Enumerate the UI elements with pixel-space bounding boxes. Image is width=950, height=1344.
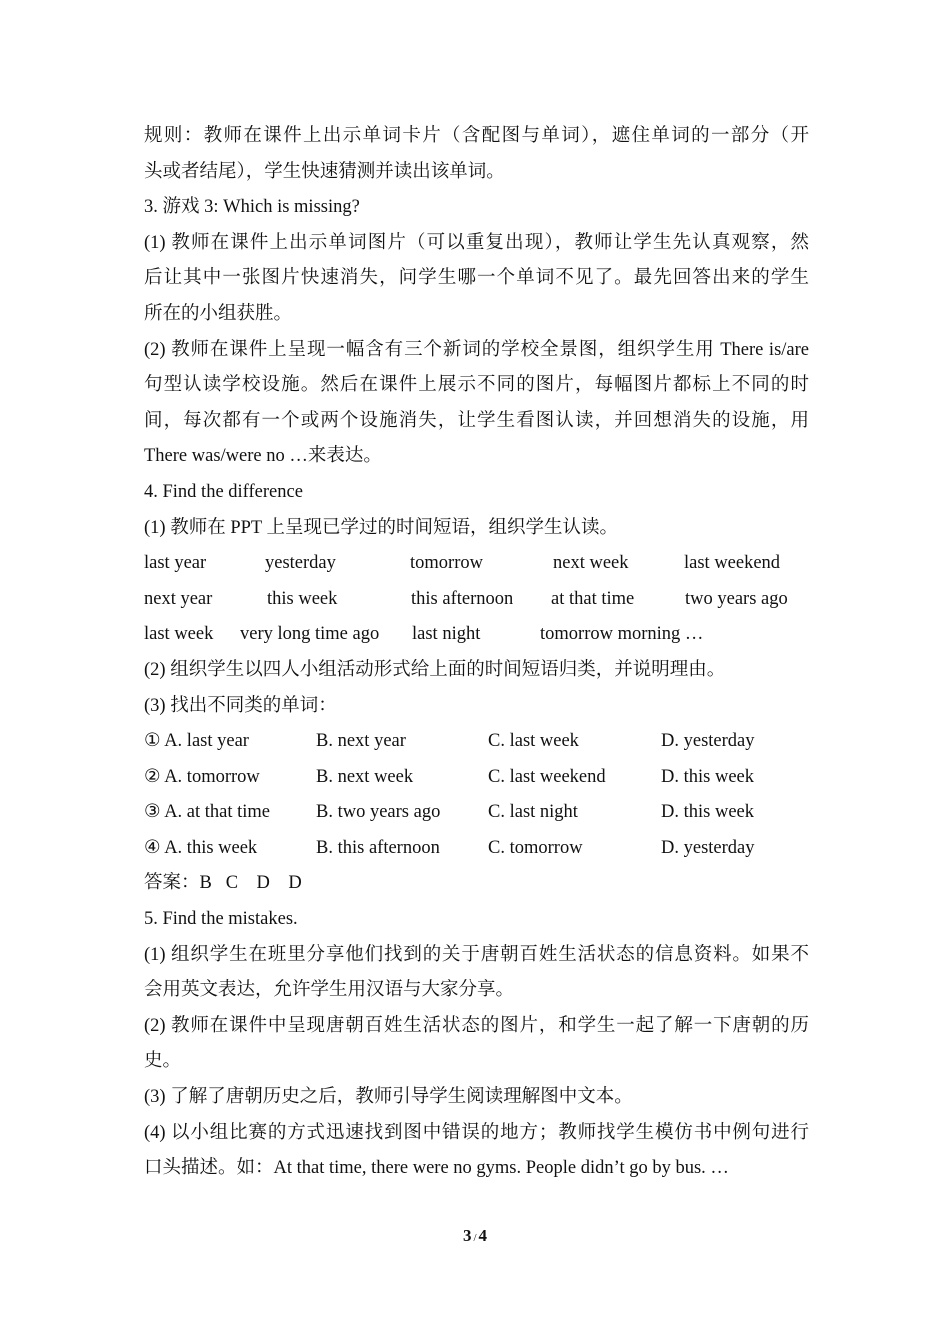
game3-step2-line-1: (2) 教师在课件上呈现一幅含有三个新词的学校全景图，组织学生用 There is/are xyxy=(144,339,809,360)
find-mistakes-heading: 5. Find the mistakes. xyxy=(144,909,298,930)
option-d: D. this week xyxy=(661,766,754,787)
time-phrase-row xyxy=(144,617,809,653)
game3-step1-line-3: 所在的小组获胜。 xyxy=(144,303,293,324)
time-phrase: last week xyxy=(144,624,214,645)
option-a: ② A. tomorrow xyxy=(144,766,260,787)
page-content xyxy=(144,119,809,1187)
game3-step2-line-2: 句型认读学校设施。然后在课件上展示不同的图片，每幅图片都标上不同的时 xyxy=(144,375,809,396)
question-row xyxy=(144,795,809,831)
find-mistakes-step4-line-2: 口头描述。如：At that time, there were no gyms. People didn’t go by bus. … xyxy=(144,1158,729,1179)
rules-line-2: 头或者结尾），学生快速猜测并读出该单词。 xyxy=(144,161,505,182)
find-mistakes-step2-line-1: (2) 教师在课件中呈现唐朝百姓生活状态的图片，和学生一起了解一下唐朝的历 xyxy=(144,1015,809,1036)
time-phrase: tomorrow xyxy=(410,553,483,574)
find-difference-step1: (1) 教师在 PPT 上呈现已学过的时间短语，组织学生认读。 xyxy=(144,517,618,538)
time-phrase: last year xyxy=(144,553,207,574)
game3-step2-line-3: 间，每次都有一个或两个设施消失，让学生看图认读，并回想消失的设施，用 xyxy=(144,410,809,431)
time-phrase: next week xyxy=(553,553,629,574)
option-a: ③ A. at that time xyxy=(144,802,271,823)
find-mistakes-step2-line-2: 史。 xyxy=(144,1051,182,1072)
find-mistakes-step3: (3) 了解了唐朝历史之后，教师引导学生阅读理解图中文本。 xyxy=(144,1087,633,1108)
time-phrase: last weekend xyxy=(684,553,781,574)
time-phrase-row xyxy=(144,582,809,618)
total-page-count: 4 xyxy=(478,1226,488,1245)
time-phrase: very long time ago xyxy=(240,624,380,645)
time-phrase: at that time xyxy=(551,588,635,609)
game3-step2-line-4: There was/were no …来表达。 xyxy=(144,446,382,467)
time-phrase: tomorrow morning … xyxy=(540,624,704,645)
rules-line-1: 规则：教师在课件上出示单词卡片（含配图与单词），遮住单词的一部分（开 xyxy=(144,126,809,146)
game3-step1-line-2: 后让其中一张图片快速消失，问学生哪一个单词不见了。最先回答出来的学生 xyxy=(144,268,809,289)
game3-step1-line-1: (1) 教师在课件上出示单词图片（可以重复出现），教师让学生先认真观察，然 xyxy=(144,232,809,253)
find-mistakes-step1-line-2: 会用英文表达，允许学生用汉语与大家分享。 xyxy=(144,980,515,1001)
time-phrase: two years ago xyxy=(685,588,788,609)
find-mistakes-step4-line-1: (4) 以小组比赛的方式迅速找到图中错误的地方；教师找学生模仿书中例句进行 xyxy=(144,1122,809,1143)
question-row xyxy=(144,831,809,867)
option-d: D. yesterday xyxy=(661,731,755,752)
option-d: D. this week xyxy=(661,802,754,823)
game3-heading: 3. 游戏 3: Which is missing? xyxy=(144,197,360,218)
find-difference-step3: (3) 找出不同类的单词： xyxy=(144,695,337,716)
find-difference-step2: (2) 组织学生以四人小组活动形式给上面的时间短语归类，并说明理由。 xyxy=(144,659,726,680)
option-b: B. next week xyxy=(316,766,414,787)
option-c: C. last weekend xyxy=(488,766,606,787)
question-row xyxy=(144,724,809,760)
question-row xyxy=(144,760,809,796)
find-difference-heading: 4. Find the difference xyxy=(144,481,303,502)
page-number-separator: / xyxy=(473,1232,477,1244)
answer-key: 答案：B C D D xyxy=(144,873,302,894)
page-number xyxy=(0,1226,950,1246)
option-b: B. next year xyxy=(316,731,406,752)
time-phrase: this afternoon xyxy=(411,588,514,609)
current-page-number: 3 xyxy=(462,1226,472,1245)
find-mistakes-step1-line-1: (1) 组织学生在班里分享他们找到的关于唐朝百姓生活状态的信息资料。如果不 xyxy=(144,944,809,965)
time-phrase: yesterday xyxy=(265,553,336,574)
option-d: D. yesterday xyxy=(661,837,755,858)
option-b: B. this afternoon xyxy=(316,837,440,858)
time-phrase: this week xyxy=(267,588,338,609)
time-phrase-row xyxy=(144,546,809,582)
option-c: C. last week xyxy=(488,731,579,752)
option-c: C. tomorrow xyxy=(488,837,583,858)
option-c: C. last night xyxy=(488,802,578,823)
option-b: B. two years ago xyxy=(316,802,441,823)
option-a: ① A. last year xyxy=(144,731,249,752)
time-phrase: next year xyxy=(144,588,213,609)
time-phrase: last night xyxy=(412,624,481,645)
option-a: ④ A. this week xyxy=(144,837,258,858)
